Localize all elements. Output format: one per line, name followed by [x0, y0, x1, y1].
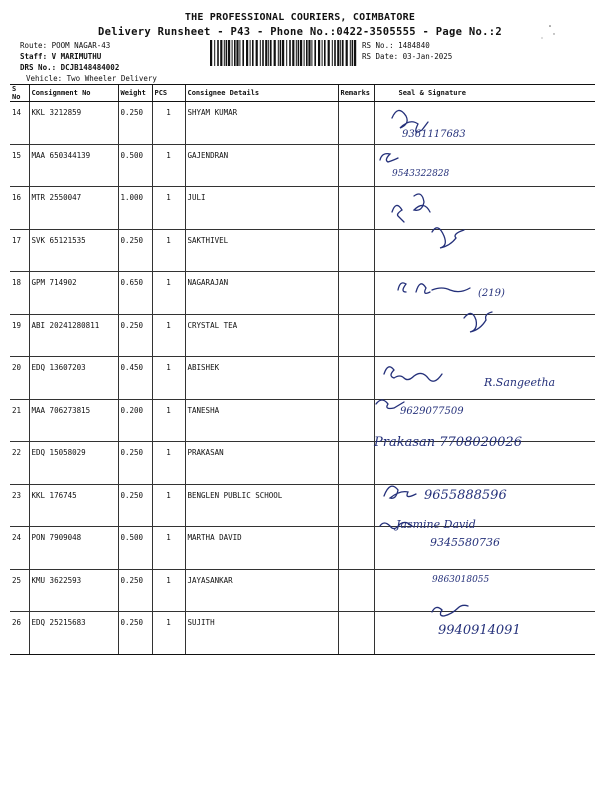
- table-row: [10, 569, 595, 612]
- row-sno: 22: [10, 442, 29, 485]
- row-pcs: 1: [152, 527, 185, 570]
- row-consignment: EDQ 13607203: [29, 357, 118, 400]
- rs-number: RS No.: 1484840: [362, 41, 430, 50]
- row-consignee: SHYAM KUMAR: [185, 102, 338, 145]
- col-signature: Seal & Signature: [374, 85, 595, 102]
- row-consignee: BENGLEN PUBLIC SCHOOL: [185, 484, 338, 527]
- row-sno: 26: [10, 612, 29, 655]
- row-remarks: [338, 569, 374, 612]
- row-sno: 15: [10, 144, 29, 187]
- table-row: [10, 102, 595, 145]
- handwritten-note: (219): [478, 288, 505, 299]
- row-weight: 0.450: [118, 357, 152, 400]
- row-weight: 0.250: [118, 569, 152, 612]
- row-remarks: [338, 484, 374, 527]
- barcode: [210, 40, 358, 66]
- row-consignment: KKL 3212859: [29, 102, 118, 145]
- row-consignment: KMU 3622593: [29, 569, 118, 612]
- row-remarks: [338, 229, 374, 272]
- row-weight: 0.250: [118, 442, 152, 485]
- col-pcs: PCS: [152, 85, 185, 102]
- row-remarks: [338, 399, 374, 442]
- row-pcs: 1: [152, 399, 185, 442]
- col-consignee: Consignee Details: [185, 85, 338, 102]
- row-sno: 25: [10, 569, 29, 612]
- row-consignment: GPM 714902: [29, 272, 118, 315]
- row-pcs: 1: [152, 144, 185, 187]
- row-remarks: [338, 187, 374, 230]
- row-consignment: EDQ 15058029: [29, 442, 118, 485]
- row-sno: 18: [10, 272, 29, 315]
- handwritten-phone: 9361117683: [402, 129, 466, 140]
- table-row: [10, 357, 595, 400]
- table-row: [10, 144, 595, 187]
- row-signature-cell: [374, 272, 595, 315]
- table-header-row: [10, 85, 595, 102]
- row-signature-cell: [374, 314, 595, 357]
- row-weight: 0.250: [118, 484, 152, 527]
- row-signature-cell: [374, 229, 595, 272]
- row-consignment: MTR 2550047: [29, 187, 118, 230]
- row-weight: 0.250: [118, 612, 152, 655]
- row-weight: 0.500: [118, 527, 152, 570]
- row-consignment: PON 7909048: [29, 527, 118, 570]
- row-pcs: 1: [152, 569, 185, 612]
- row-weight: 0.200: [118, 399, 152, 442]
- row-consignee: MARTHA DAVID: [185, 527, 338, 570]
- drs-number: DRS No.: DCJB148484002: [20, 63, 120, 72]
- table-row: [10, 399, 595, 442]
- row-remarks: [338, 527, 374, 570]
- row-remarks: [338, 144, 374, 187]
- row-remarks: [338, 357, 374, 400]
- row-consignment: EDQ 25215683: [29, 612, 118, 655]
- row-sno: 24: [10, 527, 29, 570]
- handwritten-phone: 9940914091: [438, 623, 521, 638]
- row-consignee: SAKTHIVEL: [185, 229, 338, 272]
- row-weight: 0.250: [118, 102, 152, 145]
- row-sno: 17: [10, 229, 29, 272]
- staff-info: Staff: V MARIMUTHU: [20, 52, 102, 61]
- row-consignee: NAGARAJAN: [185, 272, 338, 315]
- row-consignee: JAYASANKAR: [185, 569, 338, 612]
- row-consignee: SUJITH: [185, 612, 338, 655]
- row-remarks: [338, 272, 374, 315]
- vehicle-info: Vehicle: Two Wheeler Delivery: [26, 74, 157, 83]
- row-pcs: 1: [152, 484, 185, 527]
- row-signature-cell: [374, 357, 595, 400]
- row-sno: 21: [10, 399, 29, 442]
- table-row: [10, 187, 595, 230]
- handwritten-phone: 9345580736: [430, 536, 500, 549]
- row-consignee: ABISHEK: [185, 357, 338, 400]
- runsheet-table: [10, 84, 595, 655]
- row-signature-cell: [374, 442, 595, 485]
- row-pcs: 1: [152, 314, 185, 357]
- row-weight: 0.650: [118, 272, 152, 315]
- row-consignee: JULI: [185, 187, 338, 230]
- row-consignment: MAA 706273815: [29, 399, 118, 442]
- col-remarks: Remarks: [338, 85, 374, 102]
- table-row: [10, 314, 595, 357]
- row-consignment: ABI 20241280811: [29, 314, 118, 357]
- table-row: [10, 272, 595, 315]
- route-info: Route: POOM NAGAR-43: [20, 41, 111, 50]
- handwritten-phone: 9543322828: [392, 169, 450, 179]
- table-row: [10, 229, 595, 272]
- page-speck-marks: [520, 22, 560, 42]
- row-signature-cell: [374, 399, 595, 442]
- row-weight: 0.250: [118, 229, 152, 272]
- handwritten-name: Jasmine David: [396, 518, 476, 531]
- runsheet-title: Delivery Runsheet - P43 - Phone No.:0422-3505555 - Page No.:2: [98, 26, 502, 38]
- row-remarks: [338, 102, 374, 145]
- row-weight: 0.500: [118, 144, 152, 187]
- row-consignee: TANESHA: [185, 399, 338, 442]
- row-remarks: [338, 314, 374, 357]
- company-title: THE PROFESSIONAL COURIERS, COIMBATORE: [184, 12, 416, 23]
- table-row: [10, 612, 595, 655]
- row-remarks: [338, 612, 374, 655]
- row-consignment: MAA 650344139: [29, 144, 118, 187]
- table-row: [10, 442, 595, 485]
- handwritten-name: R.Sangeetha: [484, 376, 556, 389]
- row-consignment: KKL 176745: [29, 484, 118, 527]
- row-signature-cell: [374, 569, 595, 612]
- handwritten-name-phone: Prakasan 7708020026: [374, 435, 522, 450]
- row-signature-cell: [374, 612, 595, 655]
- row-pcs: 1: [152, 357, 185, 400]
- handwritten-phone: 9629077509: [400, 406, 464, 417]
- row-pcs: 1: [152, 229, 185, 272]
- row-pcs: 1: [152, 102, 185, 145]
- row-consignee: GAJENDRAN: [185, 144, 338, 187]
- row-sno: 23: [10, 484, 29, 527]
- row-pcs: 1: [152, 187, 185, 230]
- handwritten-phone: 9655888596: [424, 488, 507, 503]
- row-sno: 19: [10, 314, 29, 357]
- col-consignment: Consignment No: [29, 85, 118, 102]
- row-weight: 0.250: [118, 314, 152, 357]
- row-sno: 16: [10, 187, 29, 230]
- row-pcs: 1: [152, 442, 185, 485]
- row-consignee: CRYSTAL TEA: [185, 314, 338, 357]
- rs-date: RS Date: 03-Jan-2025: [362, 52, 453, 61]
- row-sno: 20: [10, 357, 29, 400]
- row-signature-cell: [374, 187, 595, 230]
- row-sno: 14: [10, 102, 29, 145]
- row-signature-cell: [374, 102, 595, 145]
- row-consignment: SVK 65121535: [29, 229, 118, 272]
- row-pcs: 1: [152, 612, 185, 655]
- row-remarks: [338, 442, 374, 485]
- table-row: [10, 484, 595, 527]
- col-sno: S No: [10, 85, 29, 102]
- row-pcs: 1: [152, 272, 185, 315]
- row-weight: 1.000: [118, 187, 152, 230]
- col-weight: Weight: [118, 85, 152, 102]
- row-signature-cell: [374, 527, 595, 570]
- row-consignee: PRAKASAN: [185, 442, 338, 485]
- row-signature-cell: [374, 484, 595, 527]
- row-signature-cell: [374, 144, 595, 187]
- handwritten-phone: 9863018055: [432, 575, 490, 585]
- table-row: [10, 527, 595, 570]
